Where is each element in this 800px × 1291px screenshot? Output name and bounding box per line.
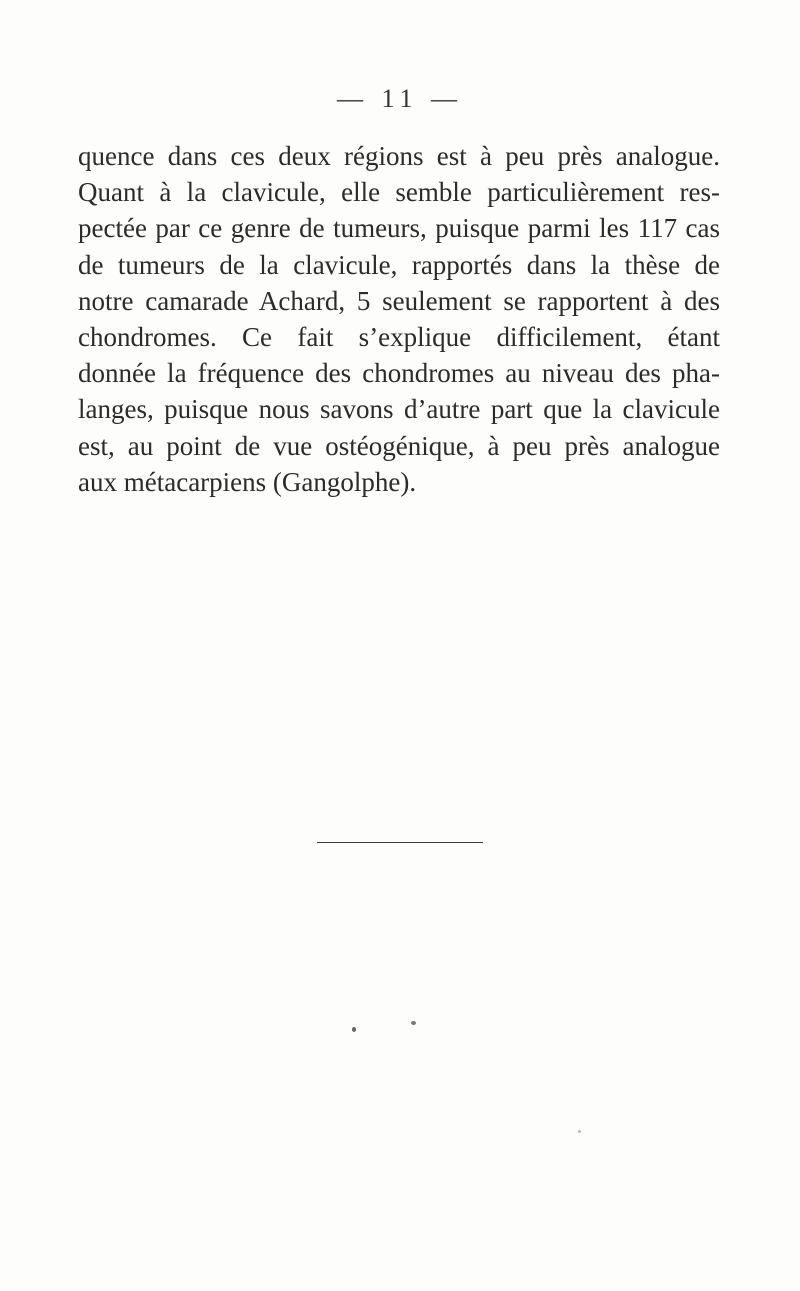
section-divider-rule xyxy=(317,842,483,843)
text-line-10: aux métacarpiens (Gangolphe). xyxy=(78,466,417,497)
ink-speck xyxy=(411,1021,416,1025)
body-paragraph xyxy=(78,138,720,500)
page-number: — 11 — xyxy=(336,84,464,113)
text-line-3: pectée par ce genre de tumeurs, puisque parmi les 117 cas xyxy=(78,213,720,244)
ink-speck xyxy=(352,1027,356,1032)
ink-speck xyxy=(578,1130,581,1133)
text-line-7: donnée la fréquence des chondromes au niveau des pha- xyxy=(78,358,720,389)
text-line-6: chondromes. Ce fait s’explique difficilement, étant xyxy=(78,321,720,352)
text-line-4: de tumeurs de la clavicule, rapportés dans la thèse de xyxy=(78,249,720,280)
text-line-1: quence dans ces deux régions est à peu près analogue. xyxy=(78,141,720,171)
text-line-5: notre camarade Achard, 5 seulement se rapportent à des xyxy=(78,285,720,316)
text-line-2: Quant à la clavicule, elle semble particulièrement res- xyxy=(78,177,720,208)
text-line-8: langes, puisque nous savons d’autre part que la clavicule xyxy=(78,394,720,425)
text-line-9: est, au point de vue ostéogénique, à peu près analogue xyxy=(78,430,720,461)
